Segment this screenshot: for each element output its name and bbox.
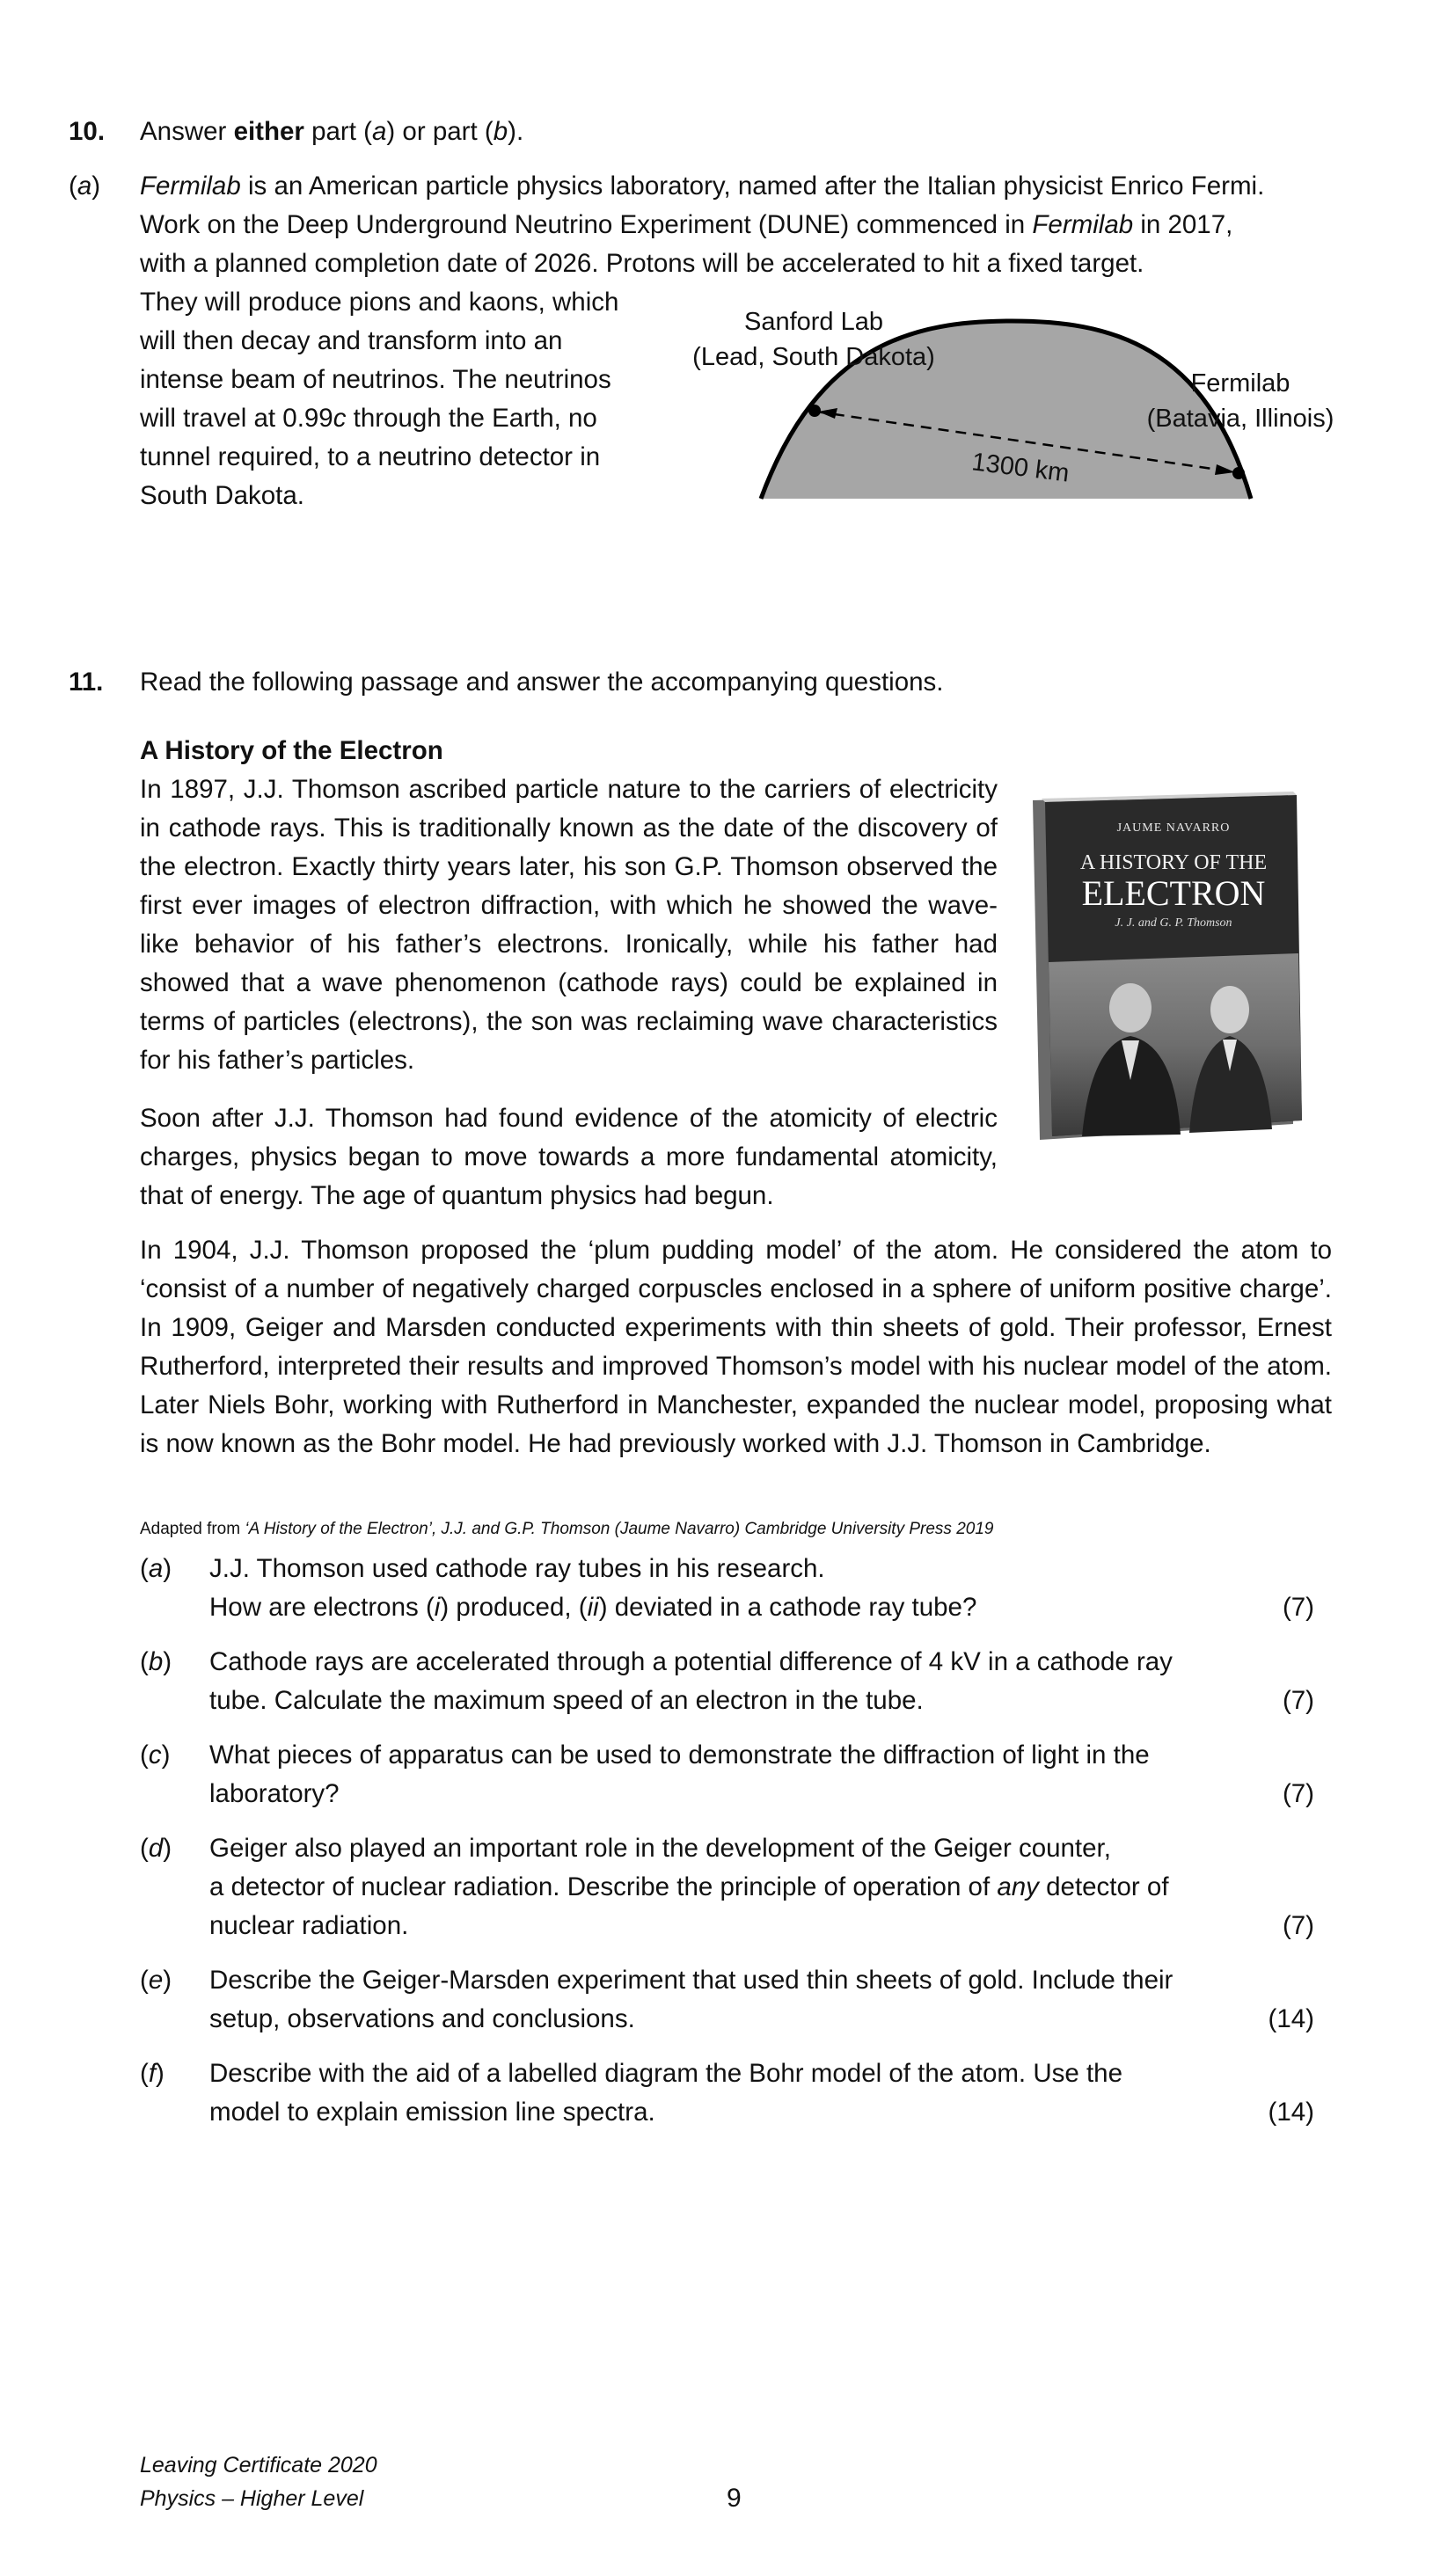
footer-exam-title: Leaving Certificate 2020 Physics – Higher Level (140, 2453, 377, 2511)
sanford-dot (808, 405, 821, 417)
question-10-paragraph: Fermilab is an American particle physics laboratory, named after the Italian physicist Enrico Fermi. Work on the Deep Underground Neutrino Experiment (DUNE) commenced in Fermilab in 2017, with a planned completion date of 2026. Protons will be accelerated to hit a fixed target. (140, 171, 1265, 278)
part-c-question: What pieces of apparatus can be used to demonstrate the diffraction of light in the laboratory? (209, 1740, 1150, 1808)
question-10-side-text: They will produce pions and kaons, which will then decay and transform into an intense beam of neutrinos. The neutrinos will travel at 0.99c through the Earth, no tunnel required, to a neutrino detector in South Dakota. (140, 288, 619, 510)
part-d-question: Geiger also played an important role in the development of the Geiger counter, a detector of nuclear radiation. Describe the principle of operation of any detector of nuclear radiation. (209, 1834, 1169, 1940)
part-d-label: (d) (140, 1834, 172, 1863)
question-10-intro: Answer either part (a) or part (b). (140, 117, 524, 146)
part-f-question: Describe with the aid of a labelled diagram the Bohr model of the atom. Use the model to explain emission line spectra. (209, 2059, 1122, 2127)
passage-paragraph-3: In 1904, J.J. Thomson proposed the ‘plum pudding model’ of the atom. He considered the atom to ‘consist of a number of negatively charged corpuscles enclosed in a sphere of uniform positive charge’. In 1909, Geiger and Marsden conducted experiments with thin sheets of gold. Their professor, Ernest Rutherford, interpreted their results and improved Thomson’s model with his nuclear model of the atom. Later Niels Bohr, working with Rutherford in Manchester, expanded the nuclear model, proposing what is now known as the Bohr model. He had previously worked with J.J. Thomson in Cambridge. (140, 1236, 1332, 1458)
part-a-label: (a) (140, 1554, 172, 1583)
question-11-intro: Read the following passage and answer the accompanying questions. (140, 668, 944, 697)
part-c-marks: (7) (1282, 1779, 1314, 1808)
passage-paragraph-2: Soon after J.J. Thomson had found evidence of the atomicity of electric charges, physics began to move towards a more fundamental atomicity, that of energy. The age of quantum physics had begun. (140, 1104, 998, 1210)
part-a-question: J.J. Thomson used cathode ray tubes in his research. How are electrons (i) produced, (ii) deviated in a cathode ray tube? (209, 1554, 977, 1622)
question-10-part-label: (a) (69, 171, 101, 201)
source-citation: Adapted from ‘A History of the Electron’, J.J. and G.P. Thomson (Jaume Navarro) Cambridge University Press 2019 (140, 1520, 994, 1538)
part-b-marks: (7) (1282, 1686, 1314, 1715)
part-b-label: (b) (140, 1647, 172, 1676)
page-number: 9 (727, 2484, 742, 2513)
part-e-marks: (14) (1268, 2004, 1314, 2033)
fermilab-label: Fermilab (Batavia, Illinois) (1146, 369, 1334, 433)
part-d-marks: (7) (1282, 1911, 1314, 1940)
part-e-label: (e) (140, 1966, 172, 1995)
part-e-question: Describe the Geiger-Marsden experiment that used thin sheets of gold. Include their setup, observations and conclusions. (209, 1966, 1174, 2033)
book-title-line-2: ELECTRON (1081, 873, 1266, 913)
book-title-line-1: A HISTORY OF THE (1079, 851, 1268, 874)
book-subtitle: J. J. and G. P. Thomson (1115, 916, 1232, 930)
book-cover-image (1029, 790, 1311, 1146)
part-f-marks: (14) (1268, 2098, 1314, 2127)
part-b-question: Cathode rays are accelerated through a potential difference of 4 kV in a cathode ray tube. Calculate the maximum speed of an electron in the tube. (209, 1647, 1173, 1715)
distance-label: 1300 km (969, 448, 1071, 488)
fermilab-end-dot (1232, 467, 1245, 479)
passage-paragraph-1: In 1897, J.J. Thomson ascribed particle nature to the carriers of electricity in cathode rays. This is traditionally known as the date of the discovery of the electron. Exactly thirty years later, his son G.P. Thomson observed the first ever images of electron diffraction, with which he showed the wave-like behavior of his father’s electrons. Ironically, while his father had showed that a wave phenomenon (cathode rays) could be explained in terms of particles (electrons), the son was reclaiming wave characteristics for his father’s particles. (140, 775, 998, 1075)
part-a-marks: (7) (1282, 1593, 1314, 1622)
part-f-label: (f) (140, 2059, 165, 2088)
question-10-number: 10. (69, 117, 106, 146)
part-c-label: (c) (140, 1740, 171, 1770)
passage-heading: A History of the Electron (140, 736, 443, 765)
question-11-number: 11. (69, 668, 104, 697)
sanford-lab-label: Sanford Lab (Lead, South Dakota) (692, 308, 935, 371)
book-author: JAUME NAVARRO (1116, 821, 1231, 835)
